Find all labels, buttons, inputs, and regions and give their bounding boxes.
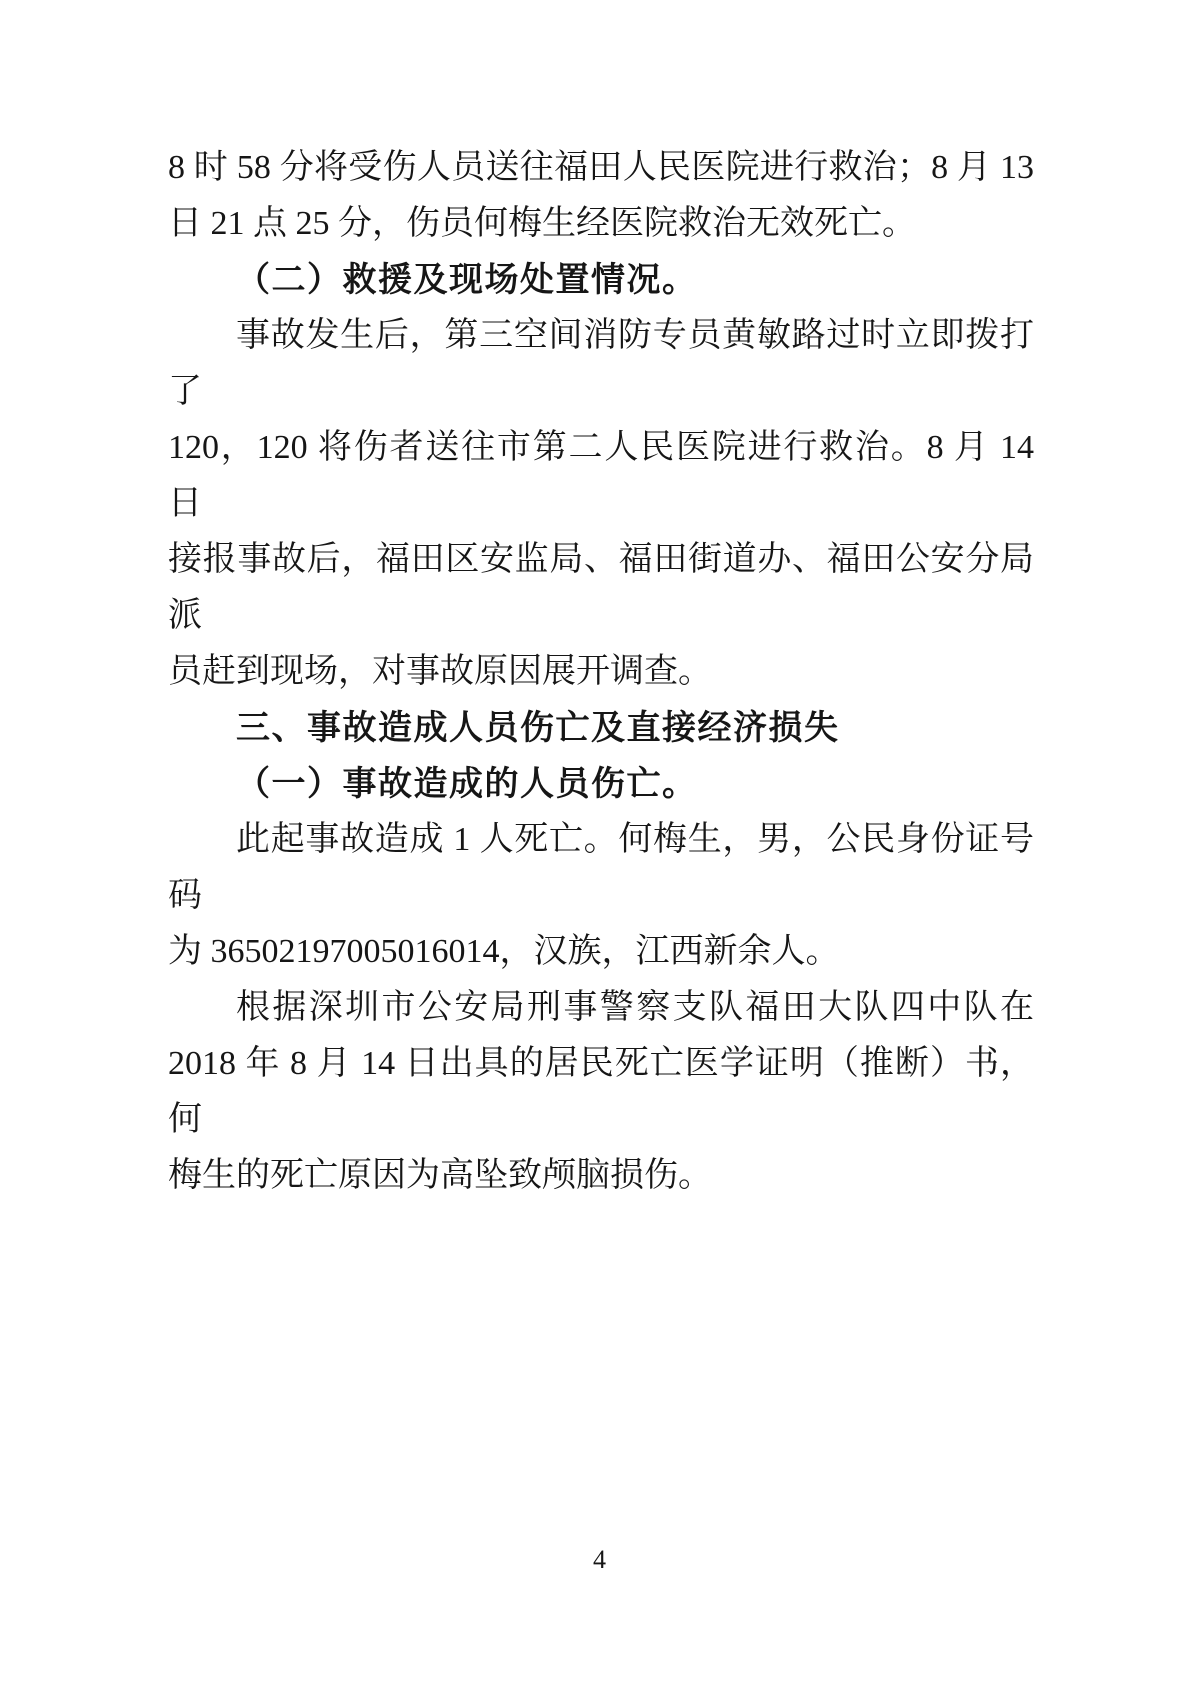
body-line: 此起事故造成 1 人死亡。何梅生，男，公民身份证号码 — [168, 821, 1034, 914]
heading-rescue-and-scene-handling: （二）救援及现场处置情况。 — [236, 261, 698, 299]
body-line: 员赶到现场，对事故原因展开调查。 — [168, 653, 712, 690]
body-line: 事故发生后，第三空间消防专员黄敏路过时立即拨打了 — [168, 317, 1034, 410]
body-line: 梅生的死亡原因为高坠致颅脑损伤。 — [168, 1157, 712, 1194]
paragraph-rescue-response — [168, 308, 1034, 700]
page-number: 4 — [593, 1545, 606, 1574]
body-line: 日 21 点 25 分，伤员何梅生经医院救治无效死亡。 — [168, 205, 916, 242]
body-line: 120，120 将伤者送往市第二人民医院进行救治。8 月 14 日 — [168, 429, 1034, 522]
body-line: 为 36502197005016014，汉族，江西新余人。 — [168, 933, 840, 970]
body-line: 接报事故后，福田区安监局、福田街道办、福田公安分局派 — [168, 541, 1034, 634]
heading-casualties: （一）事故造成的人员伤亡。 — [236, 765, 698, 803]
paragraph-victim-identity — [168, 812, 1034, 980]
page-content — [168, 140, 1034, 1204]
paragraph-hospital-treatment — [168, 140, 1034, 252]
paragraph-death-certificate — [168, 980, 1034, 1204]
body-line: 8 时 58 分将受伤人员送往福田人民医院进行救治；8 月 13 — [168, 149, 1034, 186]
body-line: 根据深圳市公安局刑事警察支队福田大队四中队在 — [236, 989, 1034, 1026]
body-line: 2018 年 8 月 14 日出具的居民死亡医学证明（推断）书，何 — [168, 1045, 1034, 1138]
heading-casualties-and-economic-loss: 三、事故造成人员伤亡及直接经济损失 — [236, 709, 840, 747]
